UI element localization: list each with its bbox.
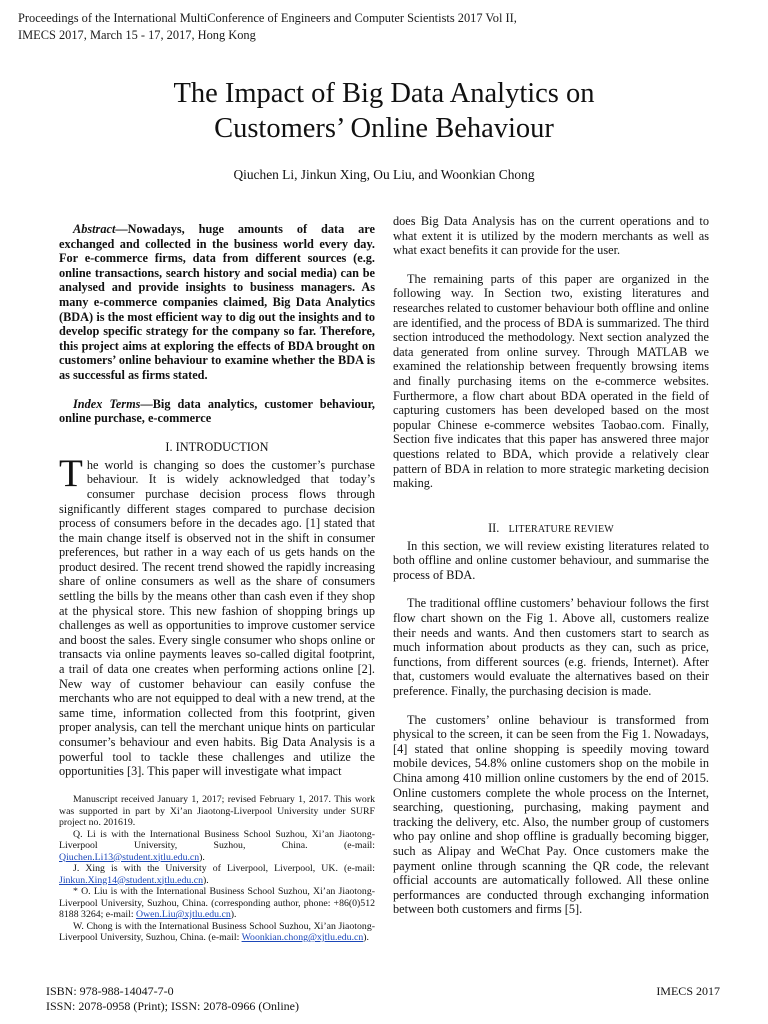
footnote-xing-text: J. Xing is with the University of Liverpool, Liverpool, UK. (e-mail: [73,863,375,874]
footnote-chong-end: ). [363,932,369,943]
footnote-xing-end: ). [203,874,209,886]
drop-cap: T [59,451,83,495]
title-line-2: Customers’ Online Behaviour [214,113,554,144]
proceedings-header [18,10,638,44]
footer-conference: IMECS 2017 [656,984,720,998]
paper-title [0,76,768,146]
right-paragraph-1: does Big Data Analysis has on the current operations and to what extent it is utilized by the modern merchants as well as what exact benefits it can provide for the user. [393,214,709,258]
footnote-chong-text: W. Chong is with the International Business School Suzhou, Xi’an Jiaotong-Liverpool University, Suzhou, China. (e-mail: [59,920,375,943]
introduction-paragraph [59,451,375,779]
footnote-author-li [59,829,375,864]
section-heading-introduction: I. INTRODUCTION [165,439,269,454]
footer-identifiers [46,984,299,1014]
author-list: Qiuchen Li, Jinkun Xing, Ou Liu, and Woonkian Chong [233,167,535,182]
left-column [59,222,375,779]
right-paragraph-4: The traditional offline customers’ behaviour follows the first flow chart shown on the Fig 1. Above all, customers realize their needs and wants. And then customers start to search as much information about products as they can, such as price, functions, from different sources (e.g. friends, Internet). After that, customers would evaluate the alternatives based on their preference. Finally, the purchasing decision is made. [393,596,709,699]
email-link-li[interactable]: Qiuchen.Li13@student.xjtlu.edu.cn [59,851,200,863]
email-link-liu[interactable]: Owen.Liu@xjtlu.edu.cn [136,909,231,920]
header-line-2: IMECS 2017, March 15 - 17, 2017, Hong Kong [18,28,256,42]
section-heading-literature-review [393,521,709,537]
footnotes [59,794,375,944]
email-link-xing[interactable]: Jinkun.Xing14@student.xjtlu.edu.cn [59,874,203,886]
footnote-liu-text: * O. Liu is with the International Business School Suzhou, Xi’an Jiaotong-Liverpool University, Suzhou, China. (corresponding author, phone: +86(0)512 8188 3264; e-mail: [59,886,375,920]
footnote-liu-end: ). [230,909,237,920]
right-paragraph-2: The remaining parts of this paper are organized in the following way. In Section two, existing literatures and researches related to customer behaviour both offline and online are identified, and the process of BDA is summarized. The third section introduced the methodology. Next section analyzed the data generated from online survey. Through MATLAB we examined the relationship between frequently browsing items and finally purchasing items on the e-commerce websites. Furthermore, a flow chart about BDA operated in the field of capturing customers has been developed based on the most popular Chinese e-commerce websites Taobao.com. Finally, Section five indicates that this paper has answered three major questions related to BDA, which provide a relatively clear pattern of BDA in relation to more strategic marketing decision making. [393,271,709,491]
footnote-author-xing [59,863,375,886]
footnote-li-end: ). [199,851,205,863]
index-terms-text: —Big data analytics, customer behaviour, online purchase, e-commerce [59,396,375,426]
right-paragraph-3: In this section, we will review existing literatures related to both offline and online customer behaviour, and summarise the process of BDA. [393,538,709,582]
footer-issn: ISSN: 2078-0958 (Print); ISSN: 2078-0966 (Online) [46,999,299,1013]
title-line-1: The Impact of Big Data Analytics on [173,78,595,109]
email-link-chong[interactable]: Woonkian.chong@xjtlu.edu.cn [241,932,364,943]
footnote-author-chong [59,921,375,944]
footnote-author-liu [59,886,375,921]
index-terms [59,397,375,426]
abstract [59,222,375,383]
right-paragraph-5: The customers’ online behaviour is transformed from physical to the screen, it can be seen from the Fig 1. Nowadays, [4] stated that online shopping is speedily moving toward mobile devices, 54.8% online customers shop on the mobile in China among 410 million online customers by the end of 2015. Online customers complete the whole process on the Internet, searching, questioning, purchasing, making payment and tracking the delivery, etc. Also, the number group of customers who pay online and shop offline is gradually becoming bigger, such as Alipay and WeChat Pay. Once customers make the payment online through scanning the QR code, the relevant official accounts are automatically followed. All these online performances are conducted through exchanging information between both customers and firms [5]. [393,712,709,917]
section-2-title: LITERATURE REVIEW [508,523,614,535]
abstract-label: Abstract [73,222,116,236]
footer-isbn: ISBN: 978-988-14047-7-0 [46,984,174,998]
header-line-1: Proceedings of the International MultiConference of Engineers and Computer Scientists 2017 Vol II, [18,11,517,25]
footnote-manuscript: Manuscript received January 1, 2017; revised February 1, 2017. This work was supported in part by Xi’an Jiaotong-Liverpool University under SURF project no. 201619. [59,794,375,828]
footnote-li-text: Q. Li is with the International Business School Suzhou, Xi’an Jiaotong-Liverpool University, Suzhou, China. (e-mail: [59,828,375,851]
right-column [393,214,709,917]
index-terms-label: Index Terms [73,396,141,411]
section-2-number: II. [488,520,500,535]
abstract-text: —Nowadays, huge amounts of data are exchanged and collected in the business world every day. For e-commerce firms, data from different sources (e.g. online transactions, search history and social media) can be analysed and provide insights to business managers. As many e-commerce companies claimed, Big Data Analytics (BDA) is the most efficient way to dig out the insights and to develop specific strategy for the company so far. Therefore, this project aims at exploring the effects of BDA brought on customers’ online behaviour to examine whether the BDA is as successful as firms stated. [59,222,375,382]
introduction-text: he world is changing so does the customer’s purchase behaviour. It is widely acknowledged that today’s consumer purchase decision process flows through significantly different stages compared to purchase decision process of consumers before in the decades ago. [1] stated that the main change itself is observed not in the shift in consumer preferences, but rather in a way each of us gets hands on the product desired. The recent trend showed the rapidly increasing share of online consumers as well as the share of consumers settling the bills by the means other than cash even if they shop at the physical store. This new fashion of shopping brings up challenges as well as opportunities to improve customer service and boost the sales. Every single consumer who shops online or transacts via online payments leaves so-called digital footprint, a trail of data one creates when performing actions online [2]. New way of customer behaviour can easily confuse the merchants who are not equipped to deal with a new trend, at the same time, information collected from this footprint, given proper analysis, can tell the merchant unique hints on particular consumer’s behaviour and even habits. Big Data Analysis is a powerful tool to tackle these challenges and utilize the opportunities [3]. This paper will investigate what impact [59,457,375,779]
